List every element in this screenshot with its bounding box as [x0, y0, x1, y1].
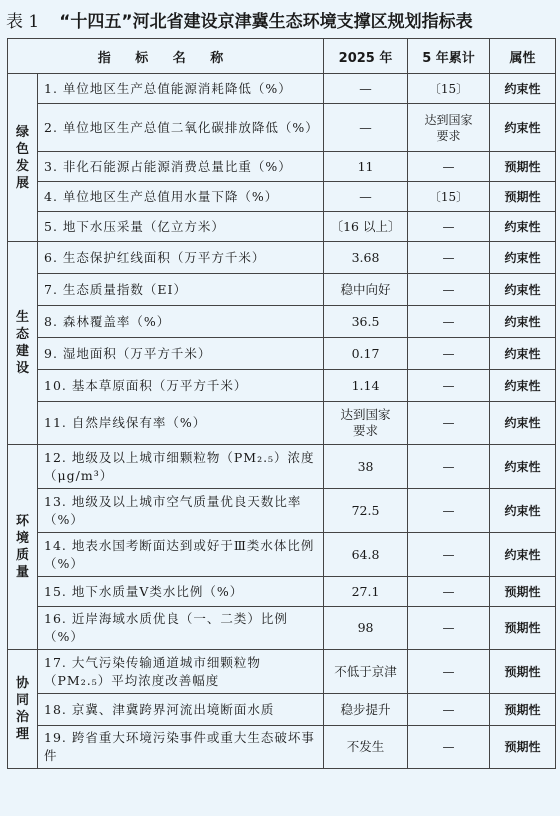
table-row: [8, 533, 556, 577]
attribute-value: 约束性: [490, 445, 556, 489]
indicator-name: 2. 单位地区生产总值二氧化碳排放降低（%）: [38, 104, 324, 152]
attribute-value: 约束性: [490, 274, 556, 306]
target-2025-value: 38: [324, 445, 408, 489]
table-row: [8, 489, 556, 533]
indicator-name: 5. 地下水压采量（亿立方米）: [38, 212, 324, 242]
category-label: [8, 74, 38, 242]
indicator-name: 4. 单位地区生产总值用水量下降（%）: [38, 182, 324, 212]
table-row: [8, 445, 556, 489]
five-year-value: —: [408, 577, 490, 607]
table-row: [8, 338, 556, 370]
target-2025-value: 72.5: [324, 489, 408, 533]
indicator-name: 12. 地级及以上城市细颗粒物（PM₂.₅）浓度（μg/m³）: [38, 445, 324, 489]
five-year-value: —: [408, 533, 490, 577]
table-row: [8, 212, 556, 242]
attribute-value: 预期性: [490, 152, 556, 182]
indicator-name: 15. 地下水质量Ⅴ类水比例（%）: [38, 577, 324, 607]
category-label: [8, 650, 38, 769]
five-year-value: —: [408, 402, 490, 445]
five-year-value: —: [408, 726, 490, 769]
table-row: [8, 402, 556, 445]
table-number: 表 1: [6, 12, 40, 32]
target-2025-value: 27.1: [324, 577, 408, 607]
target-2025-value: —: [324, 182, 408, 212]
table-title-text: “十四五”河北省建设京津冀生态环境支撑区规划指标表: [59, 12, 473, 32]
target-2025-value: 达到国家要求: [324, 402, 408, 445]
five-year-value: 〔15〕: [408, 182, 490, 212]
five-year-value: —: [408, 338, 490, 370]
attribute-value: 预期性: [490, 577, 556, 607]
attribute-value: 预期性: [490, 650, 556, 694]
target-2025-value: 〔16 以上〕: [324, 212, 408, 242]
attribute-value: 约束性: [490, 242, 556, 274]
target-2025-value: 36.5: [324, 306, 408, 338]
table-row: [8, 577, 556, 607]
header-five-year: 5 年累计: [408, 39, 490, 74]
attribute-value: 约束性: [490, 370, 556, 402]
table-row: [8, 74, 556, 104]
five-year-value: —: [408, 489, 490, 533]
header-row: [8, 39, 556, 74]
indicator-name: 17. 大气污染传输通道城市细颗粒物（PM₂.₅）平均浓度改善幅度: [38, 650, 324, 694]
attribute-value: 约束性: [490, 402, 556, 445]
attribute-value: 约束性: [490, 533, 556, 577]
indicator-name: 3. 非化石能源占能源消费总量比重（%）: [38, 152, 324, 182]
five-year-value: 〔15〕: [408, 74, 490, 104]
five-year-value: —: [408, 152, 490, 182]
target-2025-value: 1.14: [324, 370, 408, 402]
table-row: [8, 242, 556, 274]
table-title: [0, 0, 560, 38]
attribute-value: 预期性: [490, 182, 556, 212]
indicator-name: 16. 近岸海域水质优良（一、二类）比例（%）: [38, 607, 324, 650]
five-year-value: —: [408, 274, 490, 306]
attribute-value: 约束性: [490, 212, 556, 242]
header-name: 指 标 名 称: [8, 39, 324, 74]
table-row: [8, 104, 556, 152]
table-row: [8, 607, 556, 650]
category-label: [8, 445, 38, 650]
indicator-name: 7. 生态质量指数（EI）: [38, 274, 324, 306]
five-year-value: —: [408, 212, 490, 242]
target-2025-value: 稳中向好: [324, 274, 408, 306]
target-2025-value: 11: [324, 152, 408, 182]
indicator-name: 14. 地表水国考断面达到或好于Ⅲ类水体比例（%）: [38, 533, 324, 577]
attribute-value: 约束性: [490, 306, 556, 338]
category-text: 环境质量: [15, 514, 29, 580]
target-2025-value: 稳步提升: [324, 694, 408, 726]
five-year-value: —: [408, 607, 490, 650]
table-row: [8, 274, 556, 306]
category-text: 生态建设: [15, 310, 29, 376]
table-row: [8, 694, 556, 726]
target-2025-value: 98: [324, 607, 408, 650]
table-row: [8, 306, 556, 338]
indicator-name: 6. 生态保护红线面积（万平方千米）: [38, 242, 324, 274]
indicator-name: 13. 地级及以上城市空气质量优良天数比率（%）: [38, 489, 324, 533]
five-year-value: —: [408, 650, 490, 694]
target-2025-value: 不低于京津: [324, 650, 408, 694]
attribute-value: 约束性: [490, 104, 556, 152]
table-row: [8, 650, 556, 694]
target-2025-value: 64.8: [324, 533, 408, 577]
five-year-value: —: [408, 445, 490, 489]
table-row: [8, 152, 556, 182]
indicator-name: 19. 跨省重大环境污染事件或重大生态破坏事件: [38, 726, 324, 769]
target-2025-value: 不发生: [324, 726, 408, 769]
header-attribute: 属性: [490, 39, 556, 74]
category-text: 协同治理: [15, 676, 29, 742]
table-row: [8, 370, 556, 402]
five-year-value: 达到国家要求: [408, 104, 490, 152]
attribute-value: 约束性: [490, 74, 556, 104]
five-year-value: —: [408, 694, 490, 726]
five-year-value: —: [408, 306, 490, 338]
target-2025-value: —: [324, 74, 408, 104]
attribute-value: 约束性: [490, 338, 556, 370]
five-year-value: —: [408, 370, 490, 402]
table-row: [8, 182, 556, 212]
table-row: [8, 726, 556, 769]
indicator-name: 1. 单位地区生产总值能源消耗降低（%）: [38, 74, 324, 104]
attribute-value: 预期性: [490, 726, 556, 769]
indicator-name: 8. 森林覆盖率（%）: [38, 306, 324, 338]
indicator-name: 9. 湿地面积（万平方千米）: [38, 338, 324, 370]
target-2025-value: 0.17: [324, 338, 408, 370]
indicator-table: [7, 38, 556, 769]
five-year-value: —: [408, 242, 490, 274]
indicator-name: 18. 京冀、津冀跨界河流出境断面水质: [38, 694, 324, 726]
header-2025: 2025 年: [324, 39, 408, 74]
target-2025-value: —: [324, 104, 408, 152]
attribute-value: 预期性: [490, 694, 556, 726]
attribute-value: 约束性: [490, 489, 556, 533]
indicator-name: 11. 自然岸线保有率（%）: [38, 402, 324, 445]
target-2025-value: 3.68: [324, 242, 408, 274]
indicator-name: 10. 基本草原面积（万平方千米）: [38, 370, 324, 402]
category-text: 绿色发展: [15, 124, 29, 191]
category-label: [8, 242, 38, 445]
attribute-value: 预期性: [490, 607, 556, 650]
